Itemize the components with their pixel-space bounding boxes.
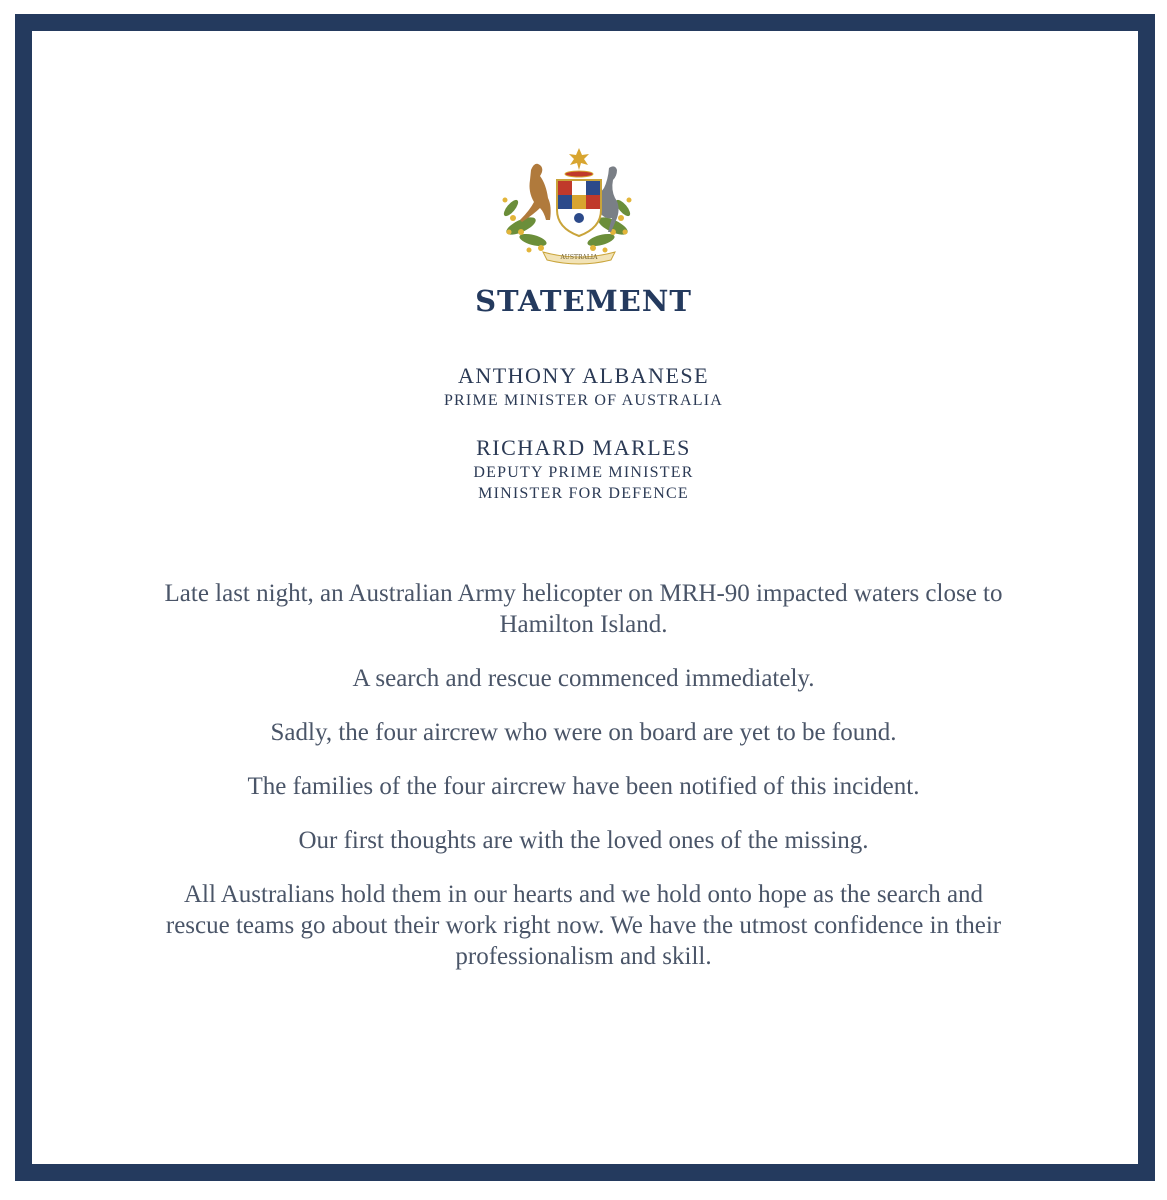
body-paragraph: The families of the four aircrew have been notified of this incident.	[247, 773, 920, 800]
body-paragraph: Late last night, an Australian Army helicopter on MRH-90 impacted waters close to Hamilton Island.	[164, 580, 1003, 638]
minister-name: ANTHONY ALBANESE	[457, 363, 710, 388]
statement-title: STATEMENT	[475, 284, 692, 318]
body-paragraph: Our first thoughts are with the loved ones of the missing.	[298, 827, 869, 854]
body-paragraph: All Australians hold them in our hearts and we hold onto hope as the search and rescue teams go about their work right now. We have the utmost confidence in their professionalism and skill.	[165, 881, 1002, 970]
statement-body	[150, 578, 1017, 995]
body-paragraph: A search and rescue commenced immediately.	[352, 665, 815, 692]
crest-scroll-text: AUSTRALIA	[560, 254, 598, 261]
minister-role: PRIME MINISTER OF AUSTRALIA	[443, 392, 724, 409]
minister-name: RICHARD MARLES	[476, 435, 691, 460]
body-paragraph: Sadly, the four aircrew who were on board are yet to be found.	[270, 719, 897, 746]
minister-block-marles	[0, 434, 1167, 504]
coat-of-arms-icon	[491, 128, 641, 268]
minister-role: MINISTER FOR DEFENCE	[478, 485, 689, 502]
minister-role: DEPUTY PRIME MINISTER	[473, 464, 694, 481]
minister-block-albanese	[0, 362, 1167, 411]
